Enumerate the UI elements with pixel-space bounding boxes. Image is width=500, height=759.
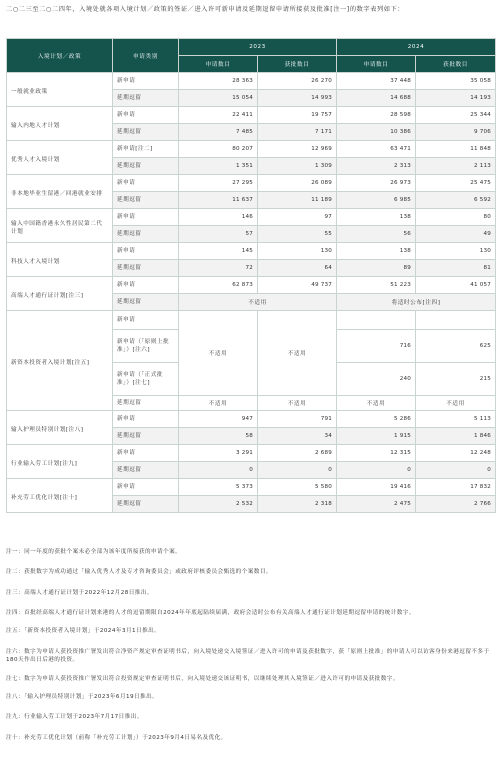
scheme-name: 输入内地人才计划 [7,107,113,141]
approved-2024: 49 [416,226,496,243]
footnote: 注八：「输入护理员特别计划」于2023年6月19日推出。 [6,694,159,701]
received-2023: 57 [179,226,258,243]
header-approved-2023: 获批数目 [258,56,337,73]
footnote: 注三：高端人才通行证计划于2022年12月28日推出。 [6,589,153,596]
scheme-name: 非本地毕业生留港／回港就业安排 [7,175,113,209]
footnote: 注九：行业输入劳工计划于2023年7月17日推出。 [6,714,143,721]
application-type: 新申请[注二] [113,141,179,158]
approved-2024: 0 [416,462,496,479]
approved-2024: 9 706 [416,124,496,141]
not-applicable-2023: 不适用 [179,294,337,311]
application-type: 新申请（「原则上批准」）[注六] [113,330,179,363]
received-2023: 62 873 [179,277,258,294]
received-2023: 947 [179,411,258,428]
footnote: 注十：补充劳工优化计划（前称「补充劳工计划」）于2023年9月4日易名及优化。 [6,734,227,741]
approved-2024: 5 113 [416,411,496,428]
approved-2023: 130 [258,243,337,260]
received-2024 [337,311,416,330]
received-2024: 14 688 [337,90,416,107]
footnote: 注二：获批数字为成功通过「输入优秀人才及专才咨询委员会」或政府评核委员会甄选的个案数目。 [6,569,272,576]
approved-2024: 17 832 [416,479,496,496]
approved-2023: 0 [258,462,337,479]
application-type: 新申请（「正式批准」）[注七] [113,363,179,396]
approved-2023: 64 [258,260,337,277]
received-2023: 145 [179,243,258,260]
approved-2023: 97 [258,209,337,226]
approved-2024: 625 [416,330,496,363]
footnote: 注七：数字为申请人获投资推广署发出符合投资规定审查证明书后，向入境处递交该证明书，以继续处理其入境签证／进入许可的申请及获批数字。 [6,675,399,682]
scheme-name: 高端人才通行证计划[注三] [7,277,113,311]
approved-2023: 49 737 [258,277,337,294]
approved-2024: 81 [416,260,496,277]
to-be-published-2024: 将适时公布[注四] [337,294,496,311]
approved-2024: 215 [416,363,496,396]
approved-2024: 41 057 [416,277,496,294]
received-2024: 2 313 [337,158,416,175]
intro-paragraph: 二○二三至二○二四年，入境处就各项入境计划／政策的签证／进入许可新申请及延期逗留申请所接获及批准[注一]的数字表列如下： [6,6,405,13]
not-applicable-approved-2024: 不适用 [416,396,496,411]
approved-2023: 14 993 [258,90,337,107]
received-2024: 6 985 [337,192,416,209]
application-type: 延期逗留 [113,158,179,175]
approved-2023: 791 [258,411,337,428]
statistics-table [6,38,496,513]
received-2023: 3 291 [179,445,258,462]
received-2024: 89 [337,260,416,277]
received-2024: 2 475 [337,496,416,513]
application-type: 延期逗留 [113,192,179,209]
received-2023: 146 [179,209,258,226]
received-2024: 51 223 [337,277,416,294]
header-year-2024: 2024 [337,39,496,56]
received-2024: 0 [337,462,416,479]
application-type: 新申请 [113,73,179,90]
application-type: 新申请 [113,277,179,294]
not-applicable-received-2023: 不适用 [179,311,258,396]
scheme-name: 输入中国籍香港永久性居民第二代计划 [7,209,113,243]
approved-2023: 19 757 [258,107,337,124]
application-type: 延期逗留 [113,462,179,479]
received-2024: 716 [337,330,416,363]
application-type: 延期逗留 [113,294,179,311]
received-2024: 10 386 [337,124,416,141]
approved-2024: 12 248 [416,445,496,462]
received-2024: 240 [337,363,416,396]
approved-2024: 11 848 [416,141,496,158]
application-type: 新申请 [113,175,179,192]
scheme-name: 行业输入劳工计划[注九] [7,445,113,479]
scheme-name: 一般就业政策 [7,73,113,107]
approved-2023: 26 270 [258,73,337,90]
approved-2024: 2 766 [416,496,496,513]
footnote: 注六：数字为申请人获投资推广署发出符合净资产规定审查证明书后，向入境处递交入境签证／进入许可的申请及获批数字，获「原则上批准」的申请人可以访客身份来港逗留不多于180天作出日后港的投资。 [6,648,490,664]
approved-2023: 34 [258,428,337,445]
application-type: 新申请 [113,311,179,330]
application-type: 延期逗留 [113,428,179,445]
scheme-name: 补充劳工优化计划[注十] [7,479,113,513]
approved-2024: 25 475 [416,175,496,192]
received-2023: 11 637 [179,192,258,209]
approved-2023: 1 309 [258,158,337,175]
received-2024: 63 471 [337,141,416,158]
header-application-type: 申请类别 [113,39,179,73]
application-type: 新申请 [113,445,179,462]
not-applicable-approved-2023: 不适用 [258,311,337,396]
application-type: 延期逗留 [113,396,179,411]
received-2023: 0 [179,462,258,479]
received-2024: 138 [337,243,416,260]
footnote: 注四：首批经高端人才通行证计划来港的人才的逗留期限自2024年年底起陆续届满，政府会适时公布有关高端人才通行证计划延期逗留申请的统计数字。 [6,609,415,616]
received-2024: 28 598 [337,107,416,124]
application-type: 新申请 [113,479,179,496]
approved-2023: 12 969 [258,141,337,158]
header-received-2023: 申请数目 [179,56,258,73]
received-2023: 5 373 [179,479,258,496]
application-type: 延期逗留 [113,226,179,243]
not-applicable-approved-2023: 不适用 [258,396,337,411]
approved-2024: 80 [416,209,496,226]
footnote: 注一：同一年度的获批个案未必全部为该年度所接获的申请个案。 [6,549,182,555]
application-type: 新申请 [113,209,179,226]
not-applicable-received-2024: 不适用 [337,396,416,411]
received-2023: 2 532 [179,496,258,513]
approved-2024: 25 344 [416,107,496,124]
header-scheme: 入境计划／政策 [7,39,113,73]
header-received-2024: 申请数目 [337,56,416,73]
approved-2023: 7 171 [258,124,337,141]
received-2023: 15 054 [179,90,258,107]
received-2024: 138 [337,209,416,226]
header-year-2023: 2023 [179,39,337,56]
received-2024: 19 416 [337,479,416,496]
approved-2024: 14 193 [416,90,496,107]
approved-2023: 2 689 [258,445,337,462]
received-2023: 72 [179,260,258,277]
application-type: 延期逗留 [113,496,179,513]
not-applicable-received-2023: 不适用 [179,396,258,411]
application-type: 新申请 [113,107,179,124]
footnotes [6,548,494,754]
footnote: 注五：「新资本投资者入境计划」于2024年3月1日推出。 [6,628,161,635]
application-type: 新申请 [113,243,179,260]
application-type: 延期逗留 [113,124,179,141]
received-2023: 1 351 [179,158,258,175]
scheme-name: 新资本投资者入境计划[注五] [7,311,113,411]
approved-2024: 1 846 [416,428,496,445]
approved-2023: 26 089 [258,175,337,192]
application-type: 延期逗留 [113,90,179,107]
received-2024: 56 [337,226,416,243]
approved-2024: 130 [416,243,496,260]
approved-2023: 55 [258,226,337,243]
approved-2024: 35 058 [416,73,496,90]
scheme-name: 优秀人才入境计划 [7,141,113,175]
received-2024: 1 915 [337,428,416,445]
approved-2024 [416,311,496,330]
received-2023: 7 485 [179,124,258,141]
approved-2024: 2 113 [416,158,496,175]
application-type: 新申请 [113,411,179,428]
received-2023: 28 363 [179,73,258,90]
received-2024: 12 315 [337,445,416,462]
approved-2024: 6 592 [416,192,496,209]
received-2024: 5 286 [337,411,416,428]
received-2023: 58 [179,428,258,445]
application-type: 延期逗留 [113,260,179,277]
received-2023: 27 295 [179,175,258,192]
received-2024: 26 973 [337,175,416,192]
received-2024: 37 448 [337,73,416,90]
approved-2023: 2 318 [258,496,337,513]
header-approved-2024: 获批数目 [416,56,496,73]
approved-2023: 11 189 [258,192,337,209]
received-2023: 80 207 [179,141,258,158]
approved-2023: 5 580 [258,479,337,496]
scheme-name: 科技人才入境计划 [7,243,113,277]
scheme-name: 输入护理员特别计划[注八] [7,411,113,445]
received-2023: 22 411 [179,107,258,124]
